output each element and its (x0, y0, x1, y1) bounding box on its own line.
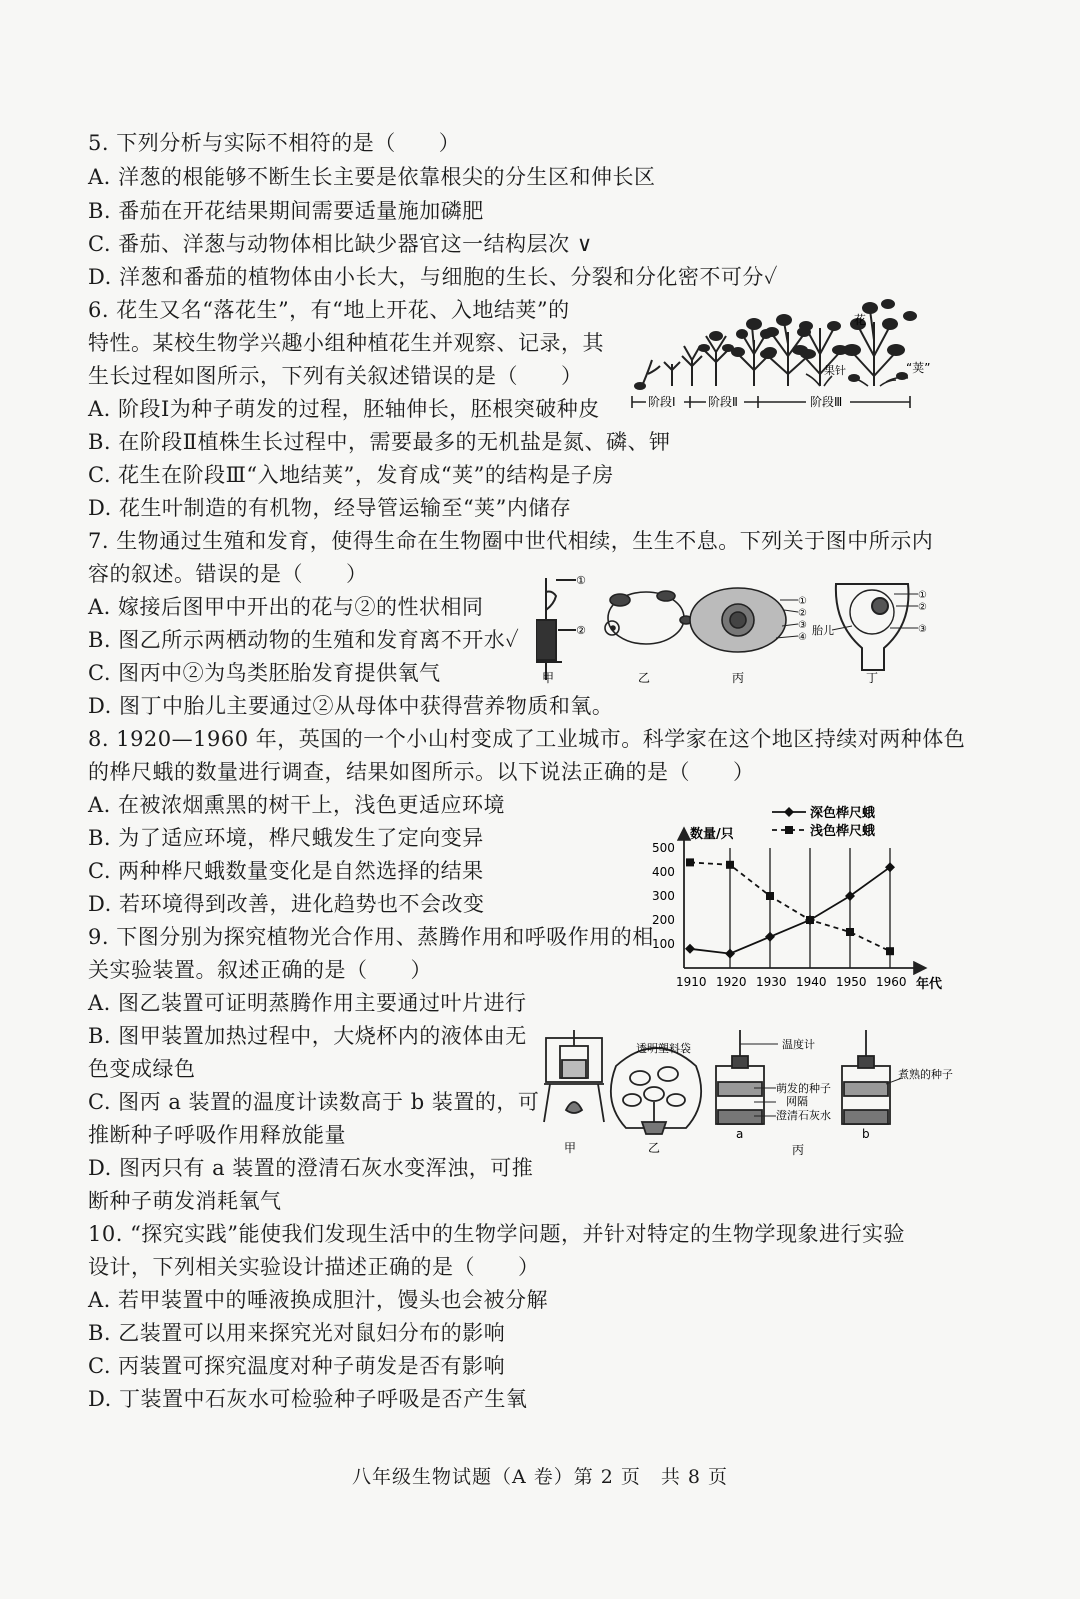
fig9-bing: 丙 (792, 1143, 805, 1157)
point-s1-3 (806, 916, 814, 924)
mesh-label: 网隔 (786, 1095, 808, 1108)
x-tick-1960: 1960 (876, 975, 907, 989)
text-line-18: D. 图丁中胎儿主要通过②从母体中获得营养物质和氧。 (88, 694, 614, 718)
moth-population-chart (648, 796, 948, 996)
text-line-38: C. 丙装置可探究温度对种子萌发是否有影响 (88, 1354, 506, 1378)
limewater-label: 澄清石灰水 (776, 1109, 831, 1122)
point-s0-1 (725, 949, 735, 959)
point-s1-0 (686, 858, 694, 866)
text-line-39: D. 丁装置中石灰水可检验种子呼吸是否产生氧 (88, 1387, 528, 1411)
y-tick-300: 300 (652, 889, 675, 903)
text-line-35: 设计，下列相关实验设计描述正确的是（ ） (88, 1255, 540, 1279)
fig9-jia: 甲 (564, 1141, 577, 1155)
fig9-yi: 乙 (648, 1141, 661, 1155)
fig7-n4c: ④ (798, 632, 807, 643)
fig7-n3d: ③ (918, 624, 927, 635)
peanut-growth-figure (628, 290, 944, 422)
fig7-n1a: ① (576, 574, 586, 587)
text-line-22: B. 为了适应环境，桦尺蛾发生了定向变异 (88, 826, 484, 850)
text-line-2: A. 洋葱的根能够不断生长主要是依靠根尖的分生区和伸长区 (88, 165, 656, 189)
stage-1-label: 阶段Ⅰ (648, 395, 676, 409)
x-tick-1940: 1940 (796, 975, 827, 989)
legend-marker-0 (784, 807, 794, 817)
text-line-15: A. 嫁接后图甲中开出的花与②的性状相同 (88, 595, 484, 619)
legend-label-0: 深色桦尺蛾 (810, 806, 876, 821)
text-line-5: D. 洋葱和番茄的植物体由小长大，与细胞的生长、分裂和分化密不可分✓ (88, 265, 778, 289)
chart-grid (730, 848, 890, 968)
stage-2-label: 阶段Ⅱ (708, 395, 738, 409)
y-tick-400: 400 (652, 865, 675, 879)
text-line-23: C. 两种桦尺蛾数量变化是自然选择的结果 (88, 859, 484, 883)
fig9-a: a (736, 1127, 744, 1141)
y-tick-200: 200 (652, 913, 675, 927)
point-s1-1 (726, 861, 734, 869)
point-s0-2 (765, 932, 775, 942)
text-line-30: C. 图丙 a 装置的温度计读数高于 b 装置的，可 (88, 1090, 540, 1114)
x-tick-1950: 1950 (836, 975, 867, 989)
fig7-yi: 乙 (638, 671, 651, 685)
fig7-ding: 丁 (866, 671, 879, 685)
pod-label: “荚” (906, 361, 931, 375)
text-line-37: B. 乙装置可以用来探究光对鼠妇分布的影响 (88, 1321, 506, 1345)
text-line-9: A. 阶段Ⅰ为种子萌发的过程，胚轴伸长，胚根突破种皮 (88, 397, 600, 421)
flower-label: 花 (854, 313, 867, 327)
thermometer-label: 温度计 (782, 1038, 815, 1051)
boiled-label: 煮熟的种子 (898, 1068, 953, 1081)
bag-label: 透明塑料袋 (636, 1042, 691, 1055)
text-line-25: 9. 下图分别为探究植物光合作用、蒸腾作用和呼吸作用的相 (88, 925, 654, 949)
point-s0-0 (685, 944, 695, 954)
text-line-7: 特性。某校生物学兴趣小组种植花生并观察、记录，其 (88, 331, 604, 355)
point-s1-2 (766, 892, 774, 900)
fig7-n3c: ③ (798, 620, 807, 631)
text-line-17: C. 图丙中②为鸟类胚胎发育提供氧气 (88, 661, 441, 685)
y-tick-500: 500 (652, 841, 675, 855)
chart-series (685, 858, 895, 958)
text-line-4: C. 番茄、洋葱与动物体相比缺少器官这一结构层次 ∨ (88, 232, 593, 256)
text-line-27: A. 图乙装置可证明蒸腾作用主要通过叶片进行 (88, 991, 527, 1015)
text-line-3: B. 番茄在开花结果期间需要适量施加磷肥 (88, 199, 484, 223)
fig7-n1c: ① (798, 596, 807, 607)
y-axis-label: 数量/只 (690, 827, 734, 842)
text-line-12: D. 花生叶制造的有机物，经导管运输至“荚”内储存 (88, 496, 572, 520)
x-tick-1920: 1920 (716, 975, 747, 989)
point-s1-5 (886, 947, 894, 955)
series-line-0 (690, 867, 890, 953)
text-line-28: B. 图甲装置加热过程中，大烧杯内的液体由无 (88, 1024, 527, 1048)
fig7-jia: 甲 (542, 671, 555, 685)
point-s1-4 (846, 928, 854, 936)
text-line-34: 10. “探究实践”能使我们发现生活中的生物学问题，并针对特定的生物学现象进行实验 (88, 1222, 906, 1246)
text-line-24: D. 若环境得到改善，进化趋势也不会改变 (88, 892, 485, 916)
reproduction-figure (536, 570, 946, 690)
text-line-29: 色变成绿色 (88, 1057, 196, 1081)
fig7-n2a: ② (576, 624, 586, 637)
stage-3-label: 阶段Ⅲ (810, 395, 843, 409)
text-line-20: 的桦尺蛾的数量进行调查，结果如图所示。以下说法正确的是（ ） (88, 760, 755, 784)
text-line-26: 关实验装置。叙述正确的是（ ） (88, 958, 432, 982)
fig7-n2c: ② (798, 608, 807, 619)
fig7-bing: 丙 (732, 671, 745, 685)
text-line-8: 生长过程如图所示，下列有关叙述错误的是（ ） (88, 364, 583, 388)
text-line-21: A. 在被浓烟熏黑的树干上，浅色更适应环境 (88, 793, 506, 817)
fig7-n1d: ① (918, 590, 927, 601)
x-axis-label: 年代 (916, 977, 943, 992)
text-line-31: 推断种子呼吸作用释放能量 (88, 1123, 346, 1147)
series-line-1 (690, 862, 890, 951)
legend-marker-1 (785, 826, 793, 834)
legend-label-1: 浅色桦尺蛾 (810, 824, 876, 839)
text-line-10: B. 在阶段Ⅱ植株生长过程中，需要最多的无机盐是氮、磷、钾 (88, 430, 671, 454)
text-line-33: 断种子萌发消耗氧气 (88, 1189, 282, 1213)
text-line-1: 5. 下列分析与实际不相符的是（ ） (88, 131, 461, 155)
text-line-14: 容的叙述。错误的是（ ） (88, 562, 368, 586)
y-tick-100: 100 (652, 937, 675, 951)
text-line-6: 6. 花生又名“落花生”，有“地上开花、入地结荚”的 (88, 298, 570, 322)
text-line-16: B. 图乙所示两栖动物的生殖和发育离不开水✓ (88, 628, 520, 652)
chart-legend (772, 805, 875, 839)
fetus-label: 胎儿 (812, 624, 834, 637)
fig7-n2d: ② (918, 602, 927, 613)
germinating-label: 萌发的种子 (776, 1082, 831, 1095)
x-tick-1910: 1910 (676, 975, 707, 989)
text-line-13: 7. 生物通过生殖和发育，使得生命在生物圈中世代相续，生生不息。下列关于图中所示内 (88, 529, 934, 553)
text-line-19: 8. 1920—1960 年，英国的一个小山村变成了工业城市。科学家在这个地区持续对两种体色 (88, 727, 966, 751)
text-line-36: A. 若甲装置中的唾液换成胆汁，馒头也会被分解 (88, 1288, 549, 1312)
x-tick-1930: 1930 (756, 975, 787, 989)
text-line-11: C. 花生在阶段Ⅲ“入地结荚”，发育成“荚”的结构是子房 (88, 463, 614, 487)
page-footer: 八年级生物试题（A 卷）第 2 页 共 8 页 (351, 1466, 729, 1488)
text-line-32: D. 图丙只有 a 装置的澄清石灰水变浑浊，可推 (88, 1156, 534, 1180)
fig9-b: b (862, 1127, 870, 1141)
peg-label: 果针 (824, 364, 846, 377)
experiment-apparatus-figure (536, 1026, 956, 1162)
